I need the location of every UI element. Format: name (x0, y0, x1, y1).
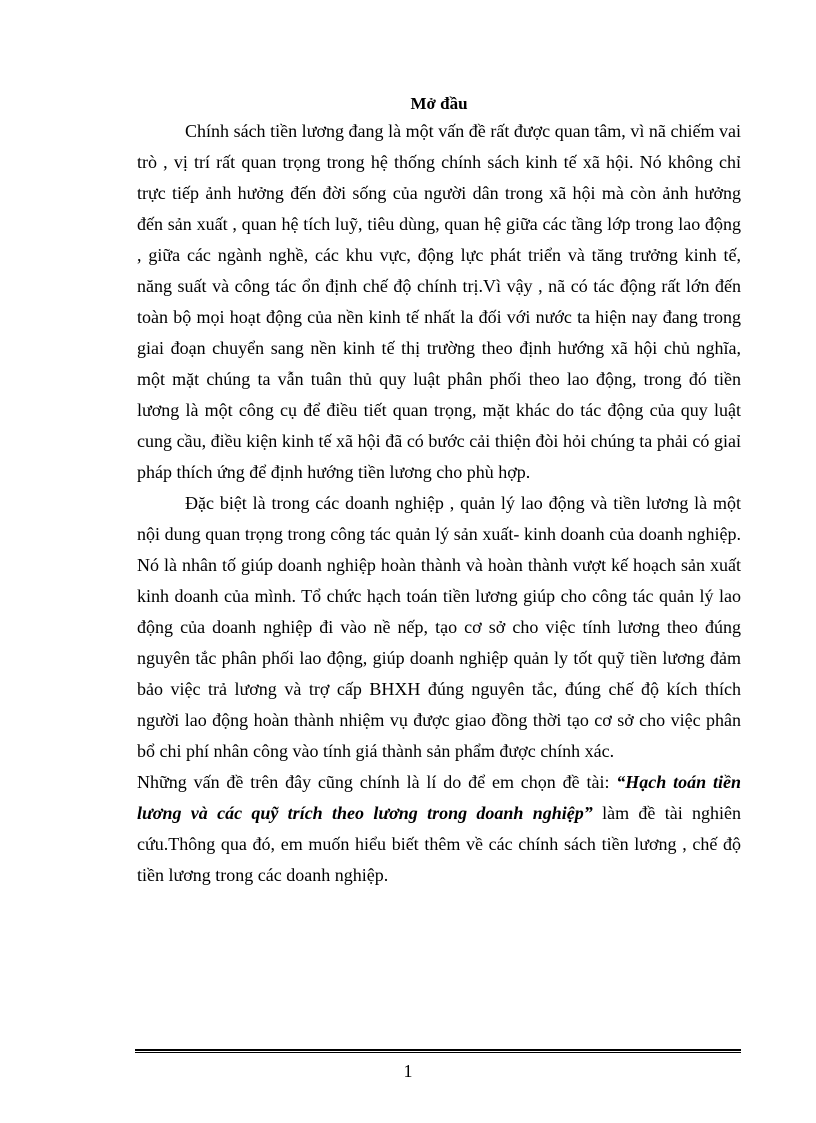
document-title: Mở đầu (410, 94, 468, 113)
footer-divider (135, 1049, 741, 1053)
paragraph-topic-choice (137, 767, 741, 891)
paragraph-intro: Chính sách tiền lương đang là một vấn đề rất được quan tâm, vì nã chiếm vai trò , vị trí rất quan trọng trong hệ thống chính sách kinh tế xã hội. Nó không chỉ trực tiếp ảnh hưởng đến đời sống của người dân trong xã hội mà còn ảnh hưởng đến sản xuất , quan hệ tích luỹ, tiêu dùng, quan hệ giữa các tầng lớp trong lao động , giữa các ngành nghề, các khu vực, động lực phát triển và tăng trưởng kinh tế, năng suất và công tác ổn định chế độ chính trị.Vì vậy , nã có tác động rất lớn đến toàn bộ mọi hoạt động của nền kinh tế nhất la đối với nước ta hiện nay đang trong giai đoạn chuyển sang nền kinh tế thị trường theo định hướng xã hội chủ nghĩa, một mặt chúng ta vẫn tuân thủ quy luật phân phối theo lao động, trong đó tiền lương là một công cụ để điều tiết quan trọng, mặt khác do tác động của quy luật cung cầu, điều kiện kinh tế xã hội đã có bước cải thiện đòi hỏi chúng ta phải có giaỉ pháp thích ứng để định hướng tiền lương cho phù hợp. (137, 121, 741, 482)
page-number: 1 (403, 1061, 413, 1081)
topic-intro-text: Những vấn đề trên đây cũng chính là lí do để em chọn đề tài: (137, 772, 617, 792)
topic-title: “Hạch toán tiền lương và các quỹ trích theo lương trong doanh nghiệp” (137, 772, 741, 823)
document-body (137, 92, 741, 891)
paragraph-enterprise: Đặc biệt là trong các doanh nghiệp , quản lý lao động và tiền lương là một nội dung quan trọng trong công tác quản lý sản xuất- kinh doanh của doanh nghiệp. Nó là nhân tố giúp doanh nghiệp hoàn thành và hoàn thành vượt kế hoạch sản xuất kinh doanh của mình. Tổ chức hạch toán tiền lương giúp cho công tác quản lý lao động của doanh nghiệp đi vào nề nếp, tạo cơ sở cho việc tính lương theo đúng nguyên tắc phân phối lao động, giúp doanh nghiệp quản ly tốt quỹ tiền lương đảm bảo việc trả lương và trợ cấp BHXH đúng nguyên tắc, đúng chế độ kích thích người lao động hoàn thành nhiệm vụ được giao đồng thời tạo cơ sở cho việc phân bổ chi phí nhân công vào tính giá thành sản phẩm được chính xác. (137, 493, 741, 761)
topic-closing-text: làm đề tài nghiên cứu.Thông qua đó, em muốn hiểu biết thêm về các chính sách tiền lương , chế độ tiền lương trong các doanh nghiệp. (137, 803, 742, 885)
